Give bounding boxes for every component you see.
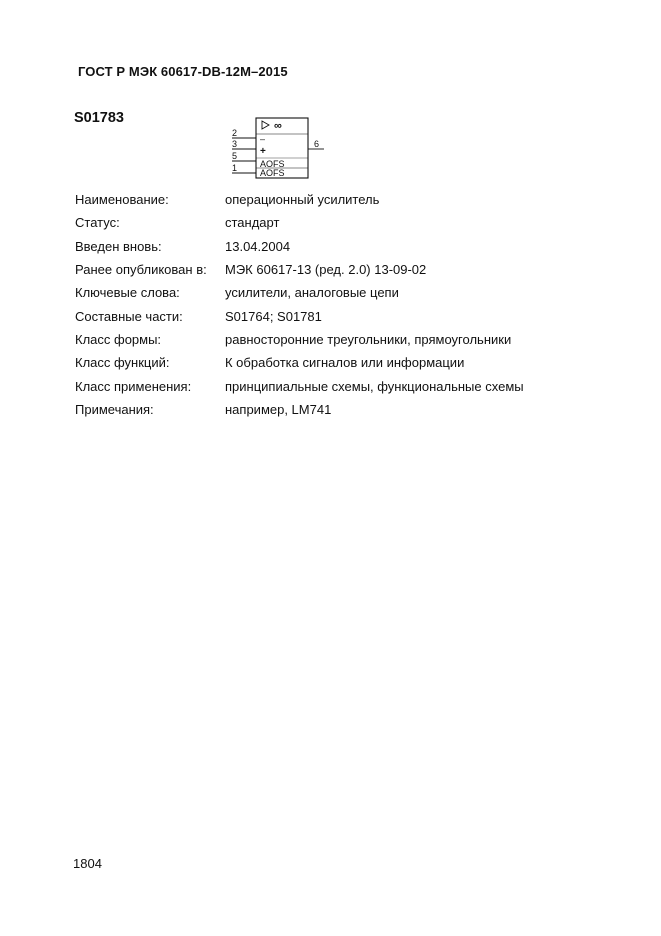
minus-sign: – bbox=[260, 134, 266, 144]
aofs-label-2: AOFS bbox=[260, 168, 285, 178]
property-label: Класс формы: bbox=[75, 331, 162, 347]
property-label: Наименование: bbox=[75, 192, 169, 208]
property-label: Класс функций: bbox=[75, 355, 170, 371]
property-label: Ключевые слова: bbox=[75, 285, 180, 301]
pin-label-3: 3 bbox=[232, 139, 238, 149]
aofs-label-1: AOFS bbox=[260, 159, 285, 169]
property-value: 13.04.2004 bbox=[225, 238, 291, 254]
properties-table bbox=[75, 188, 595, 421]
property-value: принципиальные схемы, функциональные схемы bbox=[225, 378, 524, 394]
pin-label-6: 6 bbox=[314, 139, 320, 149]
property-value: S01764; S01781 bbox=[225, 308, 322, 324]
property-label: Класс применения: bbox=[75, 378, 192, 394]
property-row-keywords bbox=[75, 281, 595, 304]
property-row-application-class bbox=[75, 374, 595, 397]
property-row-name bbox=[75, 188, 595, 211]
property-label: Ранее опубликован в: bbox=[75, 262, 207, 278]
property-value: К обработка сигналов или информации bbox=[225, 355, 465, 371]
property-row-shape-class bbox=[75, 328, 595, 351]
property-label: Составные части: bbox=[75, 308, 183, 324]
property-value: МЭК 60617-13 (ред. 2.0) 13-09-02 bbox=[225, 262, 427, 278]
property-label: Примечания: bbox=[75, 401, 154, 417]
document-header: ГОСТ Р МЭК 60617-DB-12M–2015 bbox=[78, 64, 288, 79]
pin-label-5: 5 bbox=[232, 151, 238, 161]
symbol-code: S01783 bbox=[74, 110, 124, 126]
property-value: операционный усилитель bbox=[225, 192, 380, 208]
property-value: усилители, аналоговые цепи bbox=[225, 285, 399, 301]
property-row-status bbox=[75, 211, 595, 234]
property-label: Введен вновь: bbox=[75, 238, 162, 254]
property-value: стандарт bbox=[225, 215, 280, 231]
property-value: например, LM741 bbox=[225, 401, 332, 417]
pin-label-1: 1 bbox=[232, 163, 238, 173]
property-value: равносторонние треугольники, прямоугольники bbox=[225, 331, 512, 347]
property-label: Статус: bbox=[75, 215, 120, 231]
property-row-components bbox=[75, 304, 595, 327]
infinity-mark: ∞ bbox=[274, 120, 282, 132]
property-row-previously-published bbox=[75, 258, 595, 281]
property-row-function-class bbox=[75, 351, 595, 374]
property-row-notes bbox=[75, 398, 595, 421]
page-number: 1804 bbox=[73, 856, 102, 871]
plus-sign: + bbox=[260, 146, 266, 157]
opamp-symbol-diagram bbox=[228, 116, 328, 182]
amplifier-triangle-icon bbox=[262, 121, 269, 129]
property-row-introduced bbox=[75, 235, 595, 258]
pin-label-2: 2 bbox=[232, 128, 238, 138]
